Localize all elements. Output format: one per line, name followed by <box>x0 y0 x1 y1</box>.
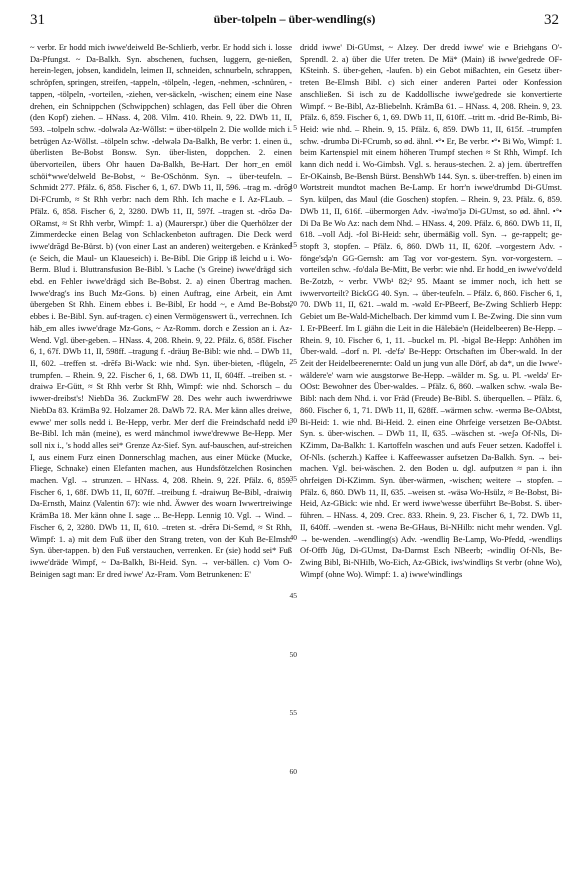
line-number: 40 <box>289 533 297 542</box>
line-number: 55 <box>289 708 297 717</box>
page-number-left: 31 <box>30 12 45 28</box>
running-title: über-tolpeln – über-wendling(s) <box>213 12 376 26</box>
line-number: 5 <box>293 123 297 132</box>
line-number: 45 <box>289 591 297 600</box>
left-column <box>30 42 292 852</box>
page-number-right: 32 <box>544 12 559 28</box>
line-number: 25 <box>289 357 297 366</box>
line-number: 30 <box>289 416 297 425</box>
line-number: 10 <box>289 182 297 191</box>
line-number-gutter <box>283 42 297 852</box>
line-number: 20 <box>289 299 297 308</box>
line-number: 35 <box>289 474 297 483</box>
line-number: 60 <box>289 767 297 776</box>
page-header <box>26 10 563 34</box>
left-column-text: ~ verbr. Er hodd mich iwwe'deiweld Be-Schlierb, verbr. Er hodd sich i. losse Da-Pfungst. ~ Da-Balkh. Syn. abschenen, fuchsen, luggern, ge-nießen, herein-legen, jobsen, kandideln, leimen II, schneiden, schnurbeln, schrappen, schröpfen, springen, streifen, -tappeln, -tölpeln, -legen, -nehmen, -schnüren, -tappen, -tölpeln, -vorteilen, -ziehen, ver-säckeln, -wischen; einem eine Nase drehen, ein Schnippchen (Schwippchen) schlagen, das Fell über die Ohren (den Kopf) ziehen. – HNass. 4, 208. Vilm. 410. Rhein. 9, 22. DWb 11, II, 593. –tolpeln schw. -dolwələ Az-Wöllst: = über-tölpeln 2. Die wollde mich i. betrügen Az-Wöllst. –tölpeln schw. -delwələ Da-Balkh, Be verbr: 1. einen ü., überlisten Be-Bobst Bonsw. Syn. über-listen, doppchen. 2. einen übervorteilen, übers Ohr hauen Da-Balkh, Be-Hart. Der horr_en emöl schöi*wwe'delweld Be-Bobst, ~ Be-OSchönm. Syn. → über-teufeln. – Schmidt 277. Pfälz. 6, 858. Fischer 6, 1, 67. DWb 11, II, 596. –trag m. -drōg Di-FCrumb, ≈ St Rhh verbr: nach dem Rhh. Ich mache e I. Az-FLaub. – Pfälz. 6, 858. Fischer 6, 2, 3280. DWb 11, II, 597f. –tragen st. -drōə Da-ORamst, ≈ St Rhh verbr, Wimpf: 1. a) (Maurerspr.) über die Querhölzer der Zimmerdecke einen Belag von Schlackenbeton auftragen. Die Deck werd iwwe'drāgd Be-Bürst. b) (von einer Last an anderen) weitergeben. e Kränked (e Seich, die Maul- un Klaueseich) i. Be-Bibl. Die Gripp iß leichd u i. Wo-Berm. Blud i. Bluttransfusion Be-Bibl. 's Lache ('s Greine) iwwe'drägd sich ebd. en Fehler iwwe'drägd sich Be-Bobst. 2. a) einen Übertrag machen. Iwwe'drag's ins Buch Mz-Gons. b) einen Auftrag, eine Arbeit, ein Amt übergeben St Rhh. Einem ebbes i. Be-Bibl, Er hodd ~, e Amd Be-Bobst, ebbes i. Be-Bibl. Syn. auf-tragen. c) einen Vermögenswert ü., verrechnen. Ich häb_em alles iwwe'drage Mz-Gons, ~ Az-Romm. dorch e Zession an i. Az-Wend. Vgl. über-geben. – HNass. 4, 208. Rhein. 9, 22. Pfälz. 6, 858f. Fischer 6, 1, 67f. DWb 11, II, 598ff. –tragung f. -dräuŋ Be-Bibl: wie nhd. – DWb 11, II, 602. –treffen st. -drēfə Bi-Wack: wie nhd. Syn. über-bieten, -flügeln, -trumpfen. – Rhein. 9, 22. Fischer 6, 1, 68. DWb 11, II, 604ff. –treiben st. -draiwə Er-Gütt, ≈ St Rhh verbr St Rhh, Wimpf: wie nhd. Schorsch – du iwwer-dreibst's! NiebDa 36. ZuckmFW 28. Des wehr auch iwwerdriwwe NiebDa 83. KrämBa 92. Holzamer 28. DaWb 72. RA. Mer känn alles dreiwe, ewwe' mer solls nedd i. Be-Hepp, verbr. Mer derf die Freindschafd nedd i. Be-Bibl. Ich män (meine), es werd mänchmol iwwe'drewwe Be-Hepp. Mer soll nix i., 's hodd alles sei* Grenze Az-Sief. Syn. auf-bauschen, auf-streichen I, aus einem Furz einen Donnerschlag machen, aus einer Mücke (Mucke, Fliege, Schnake) einen Elefanten machen, aus Hundsfötzelchen Rosinchen machen. Vgl. → strunzen. – HNass. 4, 208. Rhein. 9, 22f. Pfälz. 6, 859. Fischer 6, 1, 68f. DWb 11, II, 607ff. –treibung f. -draiwuŋ Be-Bibl, -draiwiŋ Da-Ernsth, Mainz (Valentin 67): wie nhd. Äwwer des woarn Iwwertreiwinge KrämBa 18. Mer känn ohne I. sage ... Be-Hepp. Lennig 10. Vgl. → Wind. – Fischer 6, 2, 3280. DWb 11, II, 610. –treten st. -drērə Di-Semd, ≈ St Rhh, Wimpf: 1. a) mit dem Fuß über den Strang treten, von der Kuh Be-Elmsh. Syn. über-tappen. b) den Fuß verstauchen, verrenken. Er (sie) hodd sei* Fuß iwwe'dräde Wimpf, ~ Da-Balkh, Bi-Heid. Syn. → ver-bällen. c) Vom O-Beinigen sagt man: Er dred iwwe' Az-Fram. Vom Betrunkenen: E' <box>30 43 292 579</box>
right-column-text: dridd iwwe' Di-GUmst, ~ Alzey. Der dredd iwwe' wie e Briehgans O'-Sprendl. 2. a) über die Ufer treten. De Mä* (Main) iß iwwe'gedrede OF-KSteinh. S. über-gehen, -laufen. b) ein Gebot mißachten, ein Gesetz übertreten Be-Elmsh Bibl. c) sich einer anderen Partei oder Konfession anschließen. Si isch zu de Kaddollische iwwe'gedrede sie konvertierte Wimpf. ~ Be-Bibl, Az-Bliebelnh. KrämBa 61. – HNass. 4, 208. Rhein. 9, 23. Pfälz. 6, 859. Fischer 6, 1, 69. DWb 11, II, 610ff. –tritt m. -drid Be-Rimb, Bi-Heid: wie nhd. – Rhein. 9, 15. Pfälz. 6, 859. DWb 11, II, 615f. –trumpfen schw. -drumbə Di-FCrumb, so ød. ähnl. •°• Er, Be verbr. •°• Bi Wo, Wimpf: 1. beim Kartenspiel mit einem höheren Trumpf stechen ≈ St Rhh, Wimpf. Ich kann dich nedd i. Wo-Gimbsh. Vgl. s. heraus-stechen. 2. a) jem. übertreffen Er-OKainsb, Be-Bensh Bürst. BenshWb 144. Syn. s. über-treffen. b) einen im Wortstreit mundtot machen Be-Lamp. Er horr'n iwwe'drumbd Di-GUmst. Syn. külpen, das Maul (die Goschen) stopfen. – Rhein. 9, 23. Pfälz. 6, 859. DWb 11, II, 616f. –übermorgen Adv. -iwə'mo'jə Di-GUmst, so ød. ähnl. •°• Di Da Be Wo Az: nach dem Nhd. – HNass. 4, 209. Pfälz. 6, 860. DWb 11, II, 618. –voll Adj. -fol Bi-Heid: sehr, übermäßig voll. Syn. → ge-rappelt; ge-stopft 3, stopfen. – Pfälz. 6, 860. DWb 11, II, 620f. –vorgestern Adv. -fönge'sd̥ə'n GG-Gernsh: am Tag vor vor-gestern. Syn. vor-vorgestern. –vorteilen schw. -fo'dalə Be-Mitt, Be verbr: wie nhd. Er hodd_en iwwe'vo'deld Be-Zotzb, ~ verbr. VWb¹ 82;² 95. Maant se immer noch, ich hett se iwwervorteilt? BickGG 40. Syn. → über-teufeln. – Pfälz. 6, 860. Fischer 6, 1, 70. DWb 11, II, 621. –wald m. -wəld Er-PBeerf, Be-Zwing Schlierb Hepp: Gebiet um Be-Wald-Michelbach. Der kimmd vum I. Be-Zwing. Die sinn vum I. Er-PBeerf. Im I. giähn die Leit in die Hälebäe'n (Heidelbeeren) Be-Hepp. – Rhein. 9, 10. Fischer 6, 1, 11. –buckel m. Pl. -bigəl Be-Hepp: Anhöhen im Über-wald. –dorf n. Pl. -de'fə' Be-Hepp: Ortschaften im Über-wald. In der Zeit der Heidelbeerenernte: Oald un jung vun alle Dörf, ab da*, un die Iwwe'wäldere'e' warn wie ausgstorwe Be-Hepp. –wälder m. Sg. u. Pl. -weldə' Er-OOst: Bewohner des Über-waldes. – Pfälz. 6, 860. –walken schw. -walə Be-Bibl: nach dem Nhd. i. vor Fräd (Freude) Be-Bibl. S. überquellen. – Pfälz. 6, 860. Fischer 6, 1, 71. DWb 11, II, 628ff. –wärmen schw. -wermə Be-OAbtst, Bi-Heid: 1. wie nhd. Bi-Heid. 2. einen eine Ohrfeige versetzen Be-OAbtst. Syn. s. über-wischen. – DWb 11, II, 635. –wäschen st. -weʃə Of-Nls, Di-KZimm, Da-Balkh: 1. Kartoffeln waschen und aufs Feuer setzen. Kadoffel i. Of-Nls. (scherzh.) Kaffee i. Kaffeewasser aufsetzen Da-Balkh. Syn. → bei-machen. Vgl. bei-wäschen. 2. den Boden u. dgl. aufputzen ≈ pan i. ihn ohrfeigen Di-KZimm. Syn. über-wärmen, -wischen; weitere → stopfen. – Pfälz. 6, 860. DWb 11, II, 635. –weisen st. -wäsə Wo-Hsülz, ≈ Be-Bobst, Bi-Heid, Az-GBick: wie nhd. Er werd iwwe'wesse überführt Be-Bobst. S. über-führen. – HNass. 4, 209. Crec. 833. Rhein. 9, 23. Fischer 6, 1, 72. DWb 11, II, 640ff. –wenden st. -wenə Be-GHaus, Bi-NHilb: nicht mehr wenden. Vgl. → be-wenden. –wendling(s) Adv. -wendliŋ Be-Lamp, Wo-Pfedd, -wendliŋs Of-Offb Jüg, Di-GUmst, Da-Darmst Esch NBeerb; -windliŋ Of-Nls, Be-Zwing Bibl, Bi-NHilb, Wo-Eich, Az-GBick, iws'windliŋs St verbr (ohne Wo), Wimpf (ohne Wo). Wimpf: 1. a) iwwe'windlings <box>300 43 562 579</box>
right-column <box>300 42 562 852</box>
line-number: 15 <box>289 240 297 249</box>
line-number: 50 <box>289 650 297 659</box>
